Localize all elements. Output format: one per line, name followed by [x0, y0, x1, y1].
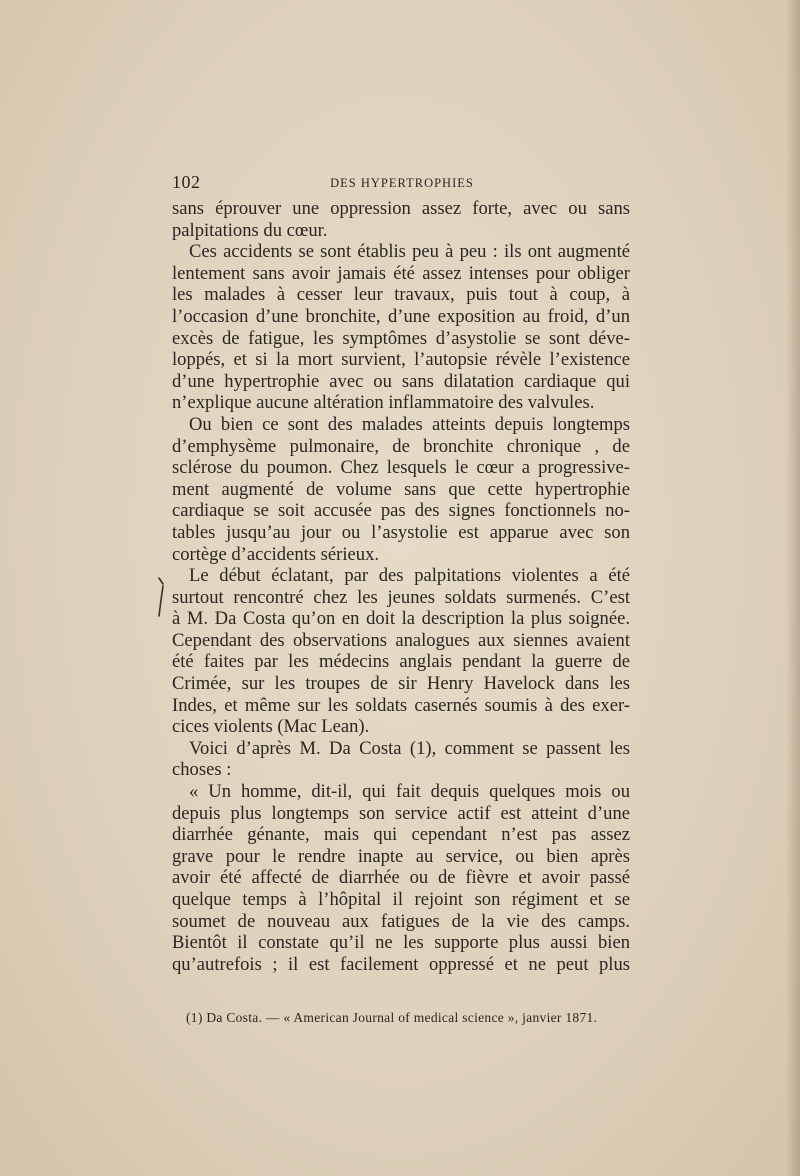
text-line: soumet de nouveau aux fatigues de la vie des camps. — [172, 910, 630, 932]
text-line: lentement sans avoir jamais été assez intenses pour obliger — [172, 262, 630, 284]
page-header — [172, 172, 632, 194]
text-line: surtout rencontré chez les jeunes soldats surmenés. C’est — [172, 586, 630, 608]
running-title: DES HYPERTROPHIES — [330, 176, 474, 190]
text-line: ment augmenté de volume sans que cette hypertrophie — [172, 478, 630, 500]
text-line: Bientôt il constate qu’il ne les supporte plus aussi bien — [172, 932, 630, 954]
text-line: quelque temps à l’hôpital il rejoint son régiment et se — [172, 889, 630, 910]
text-line: sclérose du poumon. Chez lesquels le cœur a progressive- — [172, 457, 630, 479]
text-line: à M. Da Costa qu’on en doit la description la plus soignée. — [172, 608, 630, 630]
text-line: Voici d’après M. Da Costa (1), comment se passent les — [189, 737, 630, 759]
page-edge-shadow — [786, 0, 800, 1176]
text-line: cortège d’accidents sérieux. — [172, 543, 380, 565]
text-line: qu’autrefois ; il est facilement oppressé et ne peut plus — [172, 953, 630, 975]
text-line: Crimée, sur les troupes de sir Henry Havelock dans les — [172, 673, 630, 695]
text-line: les malades à cesser leur travaux, puis tout à coup, à — [172, 284, 630, 306]
margin-pencil-mark — [150, 576, 170, 624]
text-line: Cependant des observations analogues aux siennes avaient — [172, 629, 630, 651]
text-line: avoir été affecté de diarrhée ou de fièvre et avoir passé — [172, 867, 630, 889]
text-line: d’une hypertrophie avec ou sans dilatation cardiaque qui — [172, 370, 630, 392]
text-line: Ou bien ce sont des malades atteints depuis longtemps — [189, 413, 630, 435]
body-text — [172, 198, 630, 975]
text-line: d’emphysème pulmonaire, de bronchite chronique , de — [172, 435, 630, 457]
text-line: Ces accidents se sont établis peu à peu : ils ont augmenté — [189, 241, 630, 263]
text-line: tables jusqu’au jour ou l’asystolie est apparue avec son — [172, 521, 630, 543]
text-line: cardiaque se soit accusée pas des signes fonctionnels no- — [172, 500, 630, 522]
text-line: loppés, et si la mort survient, l’autopsie révèle l’existence — [172, 349, 630, 371]
text-line: cices violents (Mac Lean). — [172, 716, 370, 738]
text-line: palpitations du cœur. — [172, 219, 328, 241]
text-line: « Un homme, dit-il, qui fait dequis quelques mois ou — [189, 781, 630, 803]
text-line: grave pour le rendre inapte au service, ou bien après — [172, 845, 630, 867]
text-line: Indes, et même sur les soldats casernés soumis à des exer- — [172, 694, 630, 716]
text-line: depuis plus longtemps son service actif est atteint d’une — [172, 802, 630, 824]
text-line: excès de fatigue, les symptômes d’asystolie se sont déve- — [172, 327, 630, 349]
text-line: l’occasion d’une bronchite, d’une exposition au froid, d’un — [172, 305, 630, 327]
text-line: choses : — [172, 759, 232, 781]
page-number: 102 — [172, 172, 201, 192]
text-line: Le début éclatant, par des palpitations violentes a été — [189, 565, 630, 587]
text-line: sans éprouver une oppression assez forte, avec ou sans — [172, 198, 630, 219]
footnote: (1) Da Costa. — « American Journal of medical science », janvier 1871. — [186, 1010, 598, 1025]
text-line: diarrhée génante, mais qui cependant n’est pas assez — [172, 824, 630, 846]
text-line: n’explique aucune altération inflammatoire des valvules. — [172, 392, 595, 414]
text-line: été faites par les médecins anglais pendant la guerre de — [172, 651, 630, 673]
